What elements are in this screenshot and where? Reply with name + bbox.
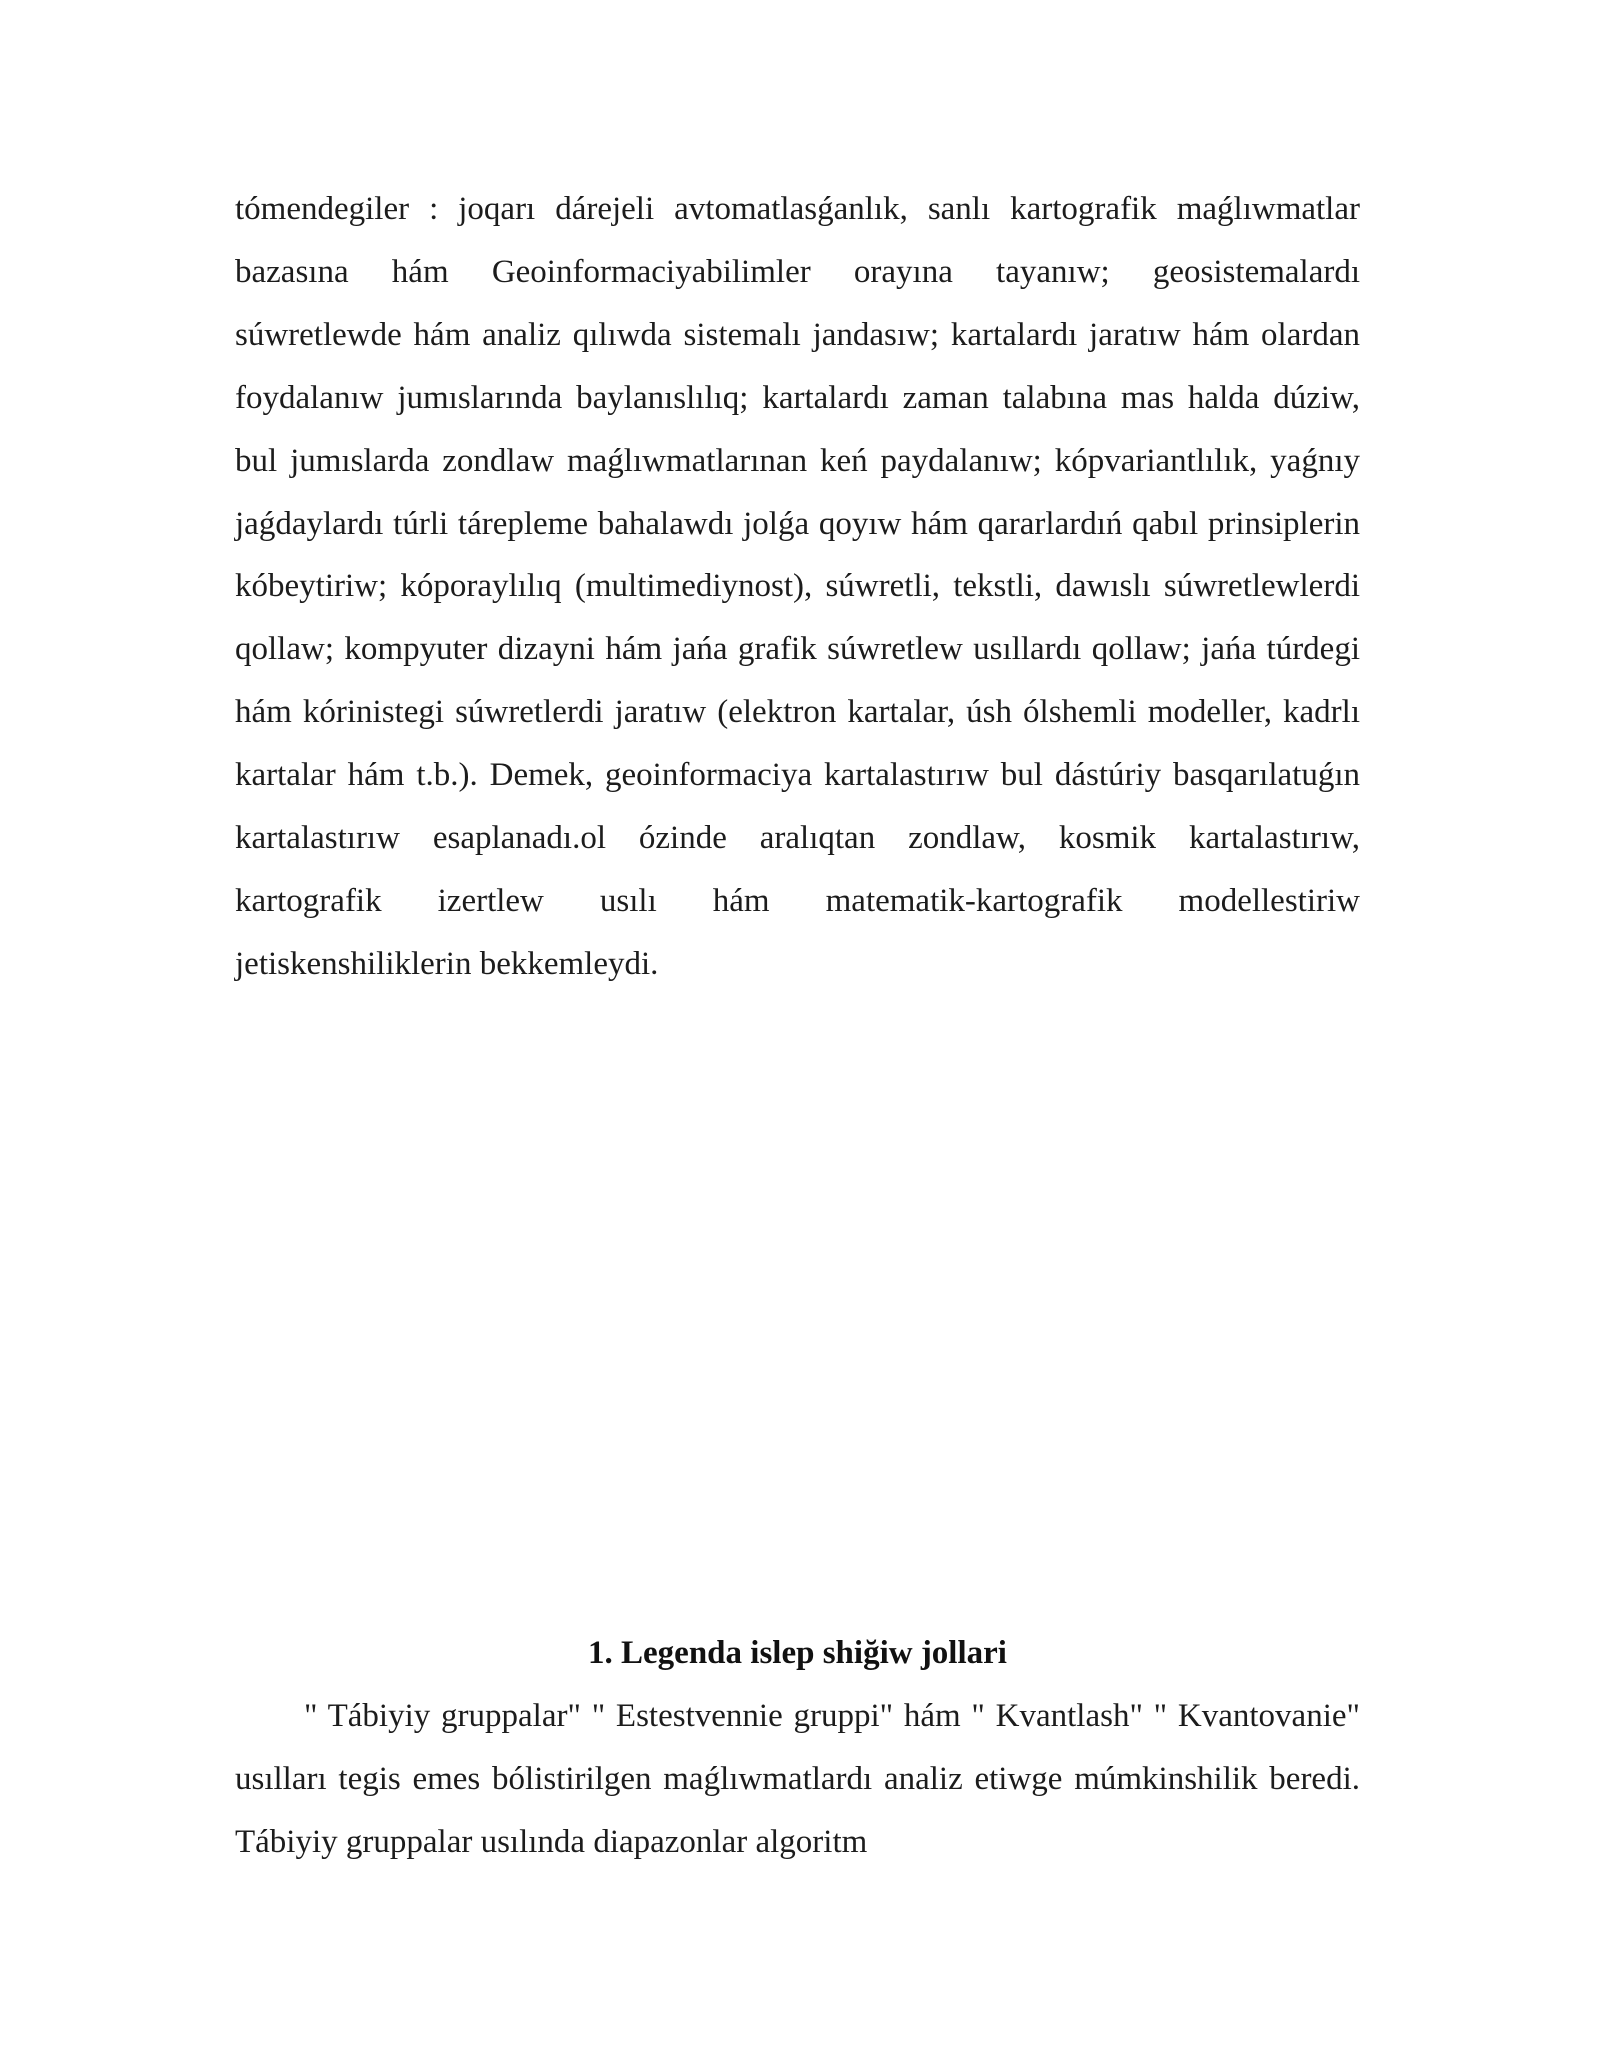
- body-paragraph-1: tómendegiler : joqarı dárejeli avtomatlasǵanlık, sanlı kartografik maǵlıwmatlar bazasına hám Geoinformaciyabilimler orayına tayanıw; geosistemalardı súwretlewde hám analiz qılıwda sistemalı jandasıw; kartalardı jaratıw hám olardan foydalanıw jumıslarında baylanıslılıq; kartalardı zaman talabına mas halda dúziw, bul jumıslarda zondlaw maǵlıwmatlarınan keń paydalanıw; kópvariantlılık, yaǵnıy jaǵdaylardı túrli tárepleme bahalawdı jolǵa qoyıw hám qararlardıń qabıl prinsiplerin kóbeytiriw; kóporaylılıq (multimediynost), súwretli, tekstli, dawıslı súwretlewlerdi qollaw; kompyuter dizayni hám jańa grafik súwretlew usıllardı qollaw; jańa túrdegi hám kórinistegi súwretlerdi jaratıw (elektron kartalar, úsh ólshemli modeller, kadrlı kartalar hám t.b.). Demek, geoinformaciya kartalastırıw bul dástúriy basqarılatuǵın kartalastırıw esaplanadı.ol ózinde aralıqtan zondlaw, kosmik kartalastırıw, kartografik izertlew usılı hám matematik-kartografik modellestiriw jetiskenshiliklerin bekkemleydi.: [235, 191, 1360, 982]
- section-heading: 1. Legenda islep shiğiw jollari: [588, 1635, 1007, 1671]
- body-paragraph-2: " Tábiyiy gruppalar" " Estestvennie gruppi" hám " Kvantlash" " Kvantovanie" usılları tegis emes bólistirilgen maǵlıwmatlardı analiz etiwge múmkinshilik beredi. Tábiyiy gruppalar usılında diapazonlar algoritm: [235, 1698, 1360, 1860]
